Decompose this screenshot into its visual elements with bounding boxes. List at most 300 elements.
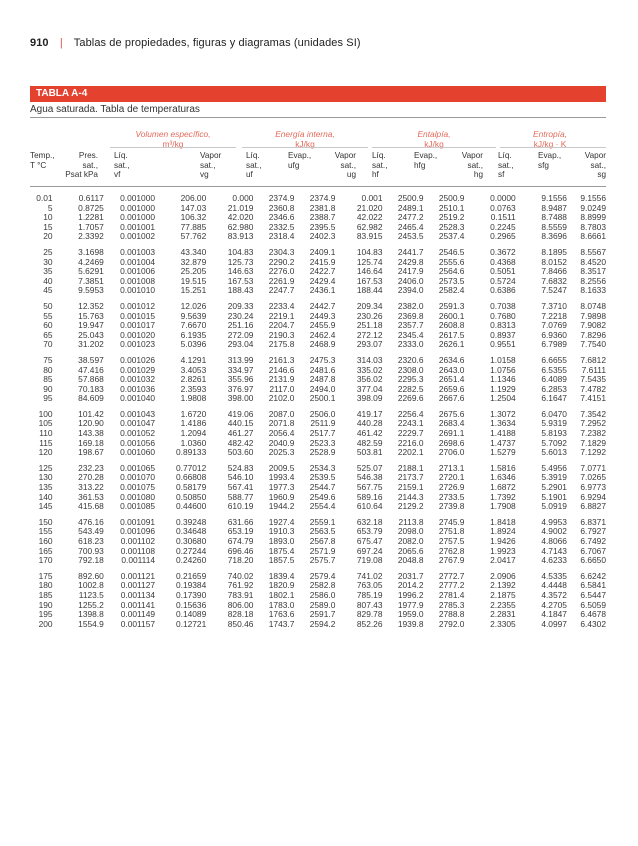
cell-sg: 7.2382 <box>580 428 606 439</box>
cell-hg: 2788.8 <box>438 609 465 620</box>
cell-uf: 482.42 <box>227 437 254 448</box>
cell-uf: 0.000 <box>232 193 254 203</box>
cell-sf: 1.0756 <box>490 364 516 375</box>
cell-hf: 567.75 <box>356 482 383 493</box>
cell-hfg: 2320.6 <box>397 354 424 365</box>
cell-hfg: 2269.6 <box>397 393 424 404</box>
cell-ug: 2544.7 <box>309 482 336 493</box>
cell-ufg: 2247.7 <box>268 285 295 296</box>
cell-vg: 106.32 <box>180 212 207 223</box>
cell-temp: 190 <box>38 599 53 610</box>
cell-sf: 1.8418 <box>490 516 516 527</box>
cell-vf: 0.001001 <box>120 221 156 232</box>
cell-psat: 7.3851 <box>78 275 104 286</box>
cell-ug: 2554.4 <box>309 501 336 512</box>
cell-sg: 6.6242 <box>580 570 606 581</box>
cell-temp: 140 <box>38 491 53 502</box>
cell-vg: 43.340 <box>180 246 207 257</box>
cell-ufg: 1977.3 <box>268 482 295 493</box>
cell-hfg: 2295.3 <box>397 374 424 385</box>
cell-sfg: 7.8466 <box>541 266 567 277</box>
cell-ug: 2591.7 <box>309 609 336 620</box>
cell-vf: 0.001108 <box>120 545 156 556</box>
cell-vf: 0.001080 <box>120 491 156 502</box>
cell-hfg: 2048.8 <box>397 555 424 566</box>
cell-psat: 198.67 <box>78 447 104 458</box>
cell-vf: 0.001157 <box>120 618 156 629</box>
cell-vg: 2.3593 <box>180 383 207 394</box>
cell-sg: 7.9898 <box>580 310 606 321</box>
cell-hg: 2792.0 <box>438 618 465 629</box>
cell-sf: 1.5279 <box>490 447 516 458</box>
cell-hg: 2564.6 <box>438 266 465 277</box>
cell-temp: 185 <box>38 589 53 600</box>
running-title: Tablas de propiedades, figuras y diagramas (unidades SI) <box>73 37 361 49</box>
cell-hf: 125.74 <box>356 256 383 267</box>
cell-ug: 2462.4 <box>309 329 336 340</box>
cell-psat: 84.609 <box>78 393 104 404</box>
cell-sf: 1.6872 <box>490 482 516 493</box>
cell-ufg: 2161.3 <box>268 354 295 365</box>
cell-ug: 2559.1 <box>309 516 336 527</box>
cell-ug: 2539.5 <box>309 472 336 483</box>
cell-hg: 2626.1 <box>438 339 465 350</box>
cell-ug: 2374.9 <box>309 193 336 203</box>
cell-temp: 110 <box>39 428 53 439</box>
group-unit: kJ/kg <box>424 139 444 149</box>
cell-sg: 7.6812 <box>580 354 606 365</box>
cell-ufg: 1944.2 <box>268 501 295 512</box>
cell-temp: 60 <box>43 320 53 331</box>
cell-sf: 2.0906 <box>490 570 516 581</box>
cell-hfg: 2357.7 <box>397 320 424 331</box>
group-title: Entropía, <box>533 129 567 139</box>
cell-uf: 588.77 <box>227 491 254 502</box>
cell-sf: 1.3634 <box>490 418 516 429</box>
cell-hf: 419.17 <box>356 408 383 419</box>
cell-vf: 0.001003 <box>120 246 156 257</box>
cell-vg: 1.4186 <box>180 418 207 429</box>
cell-ufg: 2304.3 <box>268 246 295 257</box>
cell-uf: 419.06 <box>227 408 254 419</box>
header-separator: | <box>59 37 63 49</box>
cell-ug: 2475.3 <box>309 354 336 365</box>
cell-sfg: 8.1895 <box>541 246 567 257</box>
cell-hg: 2739.8 <box>438 501 465 512</box>
cell-uf: 125.73 <box>227 256 254 267</box>
cell-hf: 632.18 <box>356 516 383 527</box>
cell-uf: 293.04 <box>227 339 254 350</box>
cell-vg: 6.1935 <box>180 329 207 340</box>
cell-ufg: 2102.0 <box>268 393 295 404</box>
cell-vf: 0.001004 <box>120 256 156 267</box>
cell-ufg: 2117.0 <box>269 383 295 394</box>
table-caption: Agua saturada. Tabla de temperaturas <box>30 104 200 115</box>
cell-temp: 200 <box>38 618 53 629</box>
cell-ufg: 1960.9 <box>268 491 295 502</box>
cell-psat: 543.49 <box>78 526 104 537</box>
cell-sfg: 5.4956 <box>541 462 567 473</box>
cell-hfg: 2188.1 <box>397 462 424 473</box>
cell-hfg: 2333.0 <box>397 339 424 350</box>
cell-vg: 206.00 <box>180 193 207 203</box>
cell-psat: 38.597 <box>78 354 104 365</box>
cell-hf: 188.44 <box>356 285 383 296</box>
cell-hf: 293.07 <box>356 339 383 350</box>
cell-vg: 0.66808 <box>175 472 207 483</box>
cell-hg: 2675.6 <box>438 408 465 419</box>
cell-temp: 50 <box>43 300 53 311</box>
cell-ug: 2549.6 <box>309 491 336 502</box>
cell-hg: 2691.1 <box>438 428 465 439</box>
cell-hf: 104.83 <box>356 246 383 257</box>
column-header-sf: Líq. sat., sf <box>498 151 514 179</box>
cell-sf: 0.4368 <box>490 256 516 267</box>
cell-uf: 440.15 <box>227 418 254 429</box>
cell-hfg: 2159.1 <box>397 482 424 493</box>
cell-hg: 2555.6 <box>438 256 465 267</box>
cell-vg: 0.17390 <box>175 589 207 600</box>
cell-psat: 25.043 <box>78 329 104 340</box>
cell-sf: 0.3672 <box>490 246 516 257</box>
cell-hf: 335.02 <box>356 364 383 375</box>
cell-vg: 32.879 <box>180 256 207 267</box>
cell-sg: 7.8296 <box>580 329 606 340</box>
cell-sg: 8.8999 <box>580 212 606 223</box>
cell-ufg: 2131.9 <box>268 374 295 385</box>
cell-hfg: 2129.2 <box>397 501 424 512</box>
cell-uf: 104.83 <box>227 246 254 257</box>
cell-uf: 828.18 <box>227 609 254 620</box>
cell-ufg: 1993.4 <box>268 472 295 483</box>
cell-ufg: 2261.9 <box>268 275 295 286</box>
cell-hg: 2733.5 <box>438 491 465 502</box>
cell-temp: 135 <box>38 482 53 493</box>
group-underline <box>372 147 496 148</box>
cell-ufg: 2219.1 <box>268 310 295 321</box>
cell-sg: 7.4782 <box>580 383 606 394</box>
cell-ufg: 1893.0 <box>268 536 295 546</box>
cell-uf: 850.46 <box>227 618 254 629</box>
cell-hfg: 2098.0 <box>397 526 424 537</box>
cell-sf: 0.7680 <box>490 310 516 321</box>
cell-hg: 2785.3 <box>438 599 465 610</box>
cell-psat: 3.1698 <box>78 246 104 257</box>
cell-uf: 783.91 <box>227 589 254 600</box>
cell-hg: 2634.6 <box>438 354 465 365</box>
cell-temp: 20 <box>43 231 53 242</box>
cell-temp: 0.01 <box>36 193 53 203</box>
cell-hfg: 2465.4 <box>397 221 424 232</box>
cell-hf: 675.47 <box>356 536 383 546</box>
cell-ufg: 2332.5 <box>268 221 295 232</box>
group-unit: kJ/kg · K <box>533 139 567 149</box>
cell-sf: 0.0000 <box>490 193 516 203</box>
cell-hg: 2720.1 <box>438 472 465 483</box>
cell-hfg: 2382.0 <box>397 300 424 311</box>
table-row <box>30 448 606 458</box>
cell-psat: 143.38 <box>78 428 104 439</box>
cell-psat: 120.90 <box>78 418 104 429</box>
cell-hf: 146.64 <box>356 266 383 277</box>
cell-vg: 147.03 <box>180 202 207 213</box>
cell-sfg: 8.0152 <box>541 256 567 267</box>
cell-hg: 2582.4 <box>438 285 465 296</box>
cell-vg: 25.205 <box>180 266 207 277</box>
cell-sfg: 6.5355 <box>541 364 567 375</box>
cell-vf: 0.001023 <box>120 339 156 350</box>
cell-ug: 2517.7 <box>309 428 336 439</box>
cell-uf: 355.96 <box>227 374 254 385</box>
cell-ug: 2468.9 <box>309 339 336 350</box>
cell-sf: 0.0763 <box>490 202 516 213</box>
cell-sg: 8.1633 <box>580 285 606 296</box>
cell-hfg: 2282.5 <box>397 383 424 394</box>
cell-ufg: 2175.8 <box>268 339 295 350</box>
group-underline <box>242 147 368 148</box>
cell-psat: 700.93 <box>78 545 104 556</box>
cell-sg: 7.7540 <box>580 339 606 350</box>
cell-vf: 0.001015 <box>120 310 156 321</box>
cell-temp: 120 <box>38 447 53 458</box>
cell-vg: 0.50850 <box>175 491 207 502</box>
saturated-water-table <box>30 194 606 629</box>
cell-psat: 31.202 <box>78 339 104 350</box>
cell-ufg: 2346.6 <box>268 212 295 223</box>
cell-sf: 2.0417 <box>490 555 516 566</box>
cell-ufg: 2056.4 <box>268 428 295 439</box>
cell-sfg: 4.2705 <box>541 599 567 610</box>
cell-uf: 567.41 <box>227 482 254 493</box>
cell-vg: 0.39248 <box>175 516 207 527</box>
cell-temp: 180 <box>38 580 53 591</box>
cell-sfg: 5.8193 <box>541 428 567 439</box>
cell-sfg: 4.1847 <box>541 609 567 620</box>
cell-hfg: 2477.2 <box>397 212 424 223</box>
group-unit: kJ/kg <box>295 139 315 149</box>
cell-vg: 19.515 <box>180 275 207 286</box>
cell-hfg: 2229.7 <box>397 428 424 439</box>
cell-sf: 2.1392 <box>490 580 516 591</box>
cell-sfg: 7.3710 <box>541 300 567 311</box>
cell-sf: 1.0158 <box>490 354 516 365</box>
cell-uf: 631.66 <box>227 516 254 527</box>
cell-vf: 0.001000 <box>120 202 156 213</box>
cell-temp: 5 <box>47 202 53 213</box>
cell-hg: 2617.5 <box>438 329 465 340</box>
cell-hf: 167.53 <box>356 275 383 286</box>
cell-psat: 892.60 <box>78 570 104 581</box>
cell-psat: 476.16 <box>78 516 104 527</box>
cell-vg: 0.89133 <box>175 447 207 458</box>
cell-ufg: 2290.2 <box>268 256 295 267</box>
cell-ug: 2449.3 <box>309 310 336 321</box>
cell-vg: 0.58179 <box>175 482 207 493</box>
group-underline <box>110 147 236 148</box>
cell-vg: 1.9808 <box>180 393 207 404</box>
cell-sfg: 4.0997 <box>541 618 567 629</box>
cell-vg: 4.1291 <box>180 354 207 365</box>
cell-hg: 2500.9 <box>438 193 465 203</box>
cell-sf: 1.7908 <box>490 501 516 512</box>
cell-sfg: 8.3696 <box>541 231 567 242</box>
cell-sf: 1.7392 <box>490 491 516 502</box>
cell-ufg: 2190.3 <box>268 329 295 340</box>
cell-hfg: 2489.1 <box>397 202 424 213</box>
cell-temp: 155 <box>38 526 53 537</box>
cell-hf: 398.09 <box>356 393 383 404</box>
cell-vg: 0.19384 <box>175 580 207 591</box>
cell-sfg: 5.1901 <box>541 491 567 502</box>
cell-temp: 145 <box>38 501 53 512</box>
cell-temp: 25 <box>43 246 53 257</box>
table-row <box>30 556 606 566</box>
cell-sg: 8.0748 <box>580 300 606 311</box>
cell-psat: 1398.8 <box>78 609 104 620</box>
cell-temp: 170 <box>38 555 53 566</box>
cell-uf: 313.99 <box>227 354 254 365</box>
table-row <box>30 232 606 242</box>
cell-hg: 2698.6 <box>438 437 465 448</box>
cell-sfg: 7.2218 <box>541 310 567 321</box>
cell-hfg: 2256.4 <box>397 408 424 419</box>
cell-sfg: 8.7488 <box>541 212 567 223</box>
cell-sfg: 6.4089 <box>541 374 567 385</box>
cell-vg: 0.15636 <box>175 599 207 610</box>
cell-temp: 95 <box>43 393 53 404</box>
cell-vf: 0.001000 <box>120 193 156 203</box>
cell-sf: 1.8924 <box>490 526 516 537</box>
cell-sg: 8.4520 <box>580 256 606 267</box>
cell-psat: 2.3392 <box>78 231 104 242</box>
cell-uf: 674.79 <box>227 536 254 546</box>
cell-vf: 0.001010 <box>120 285 156 296</box>
cell-vg: 0.24260 <box>175 555 207 566</box>
cell-ufg: 1875.4 <box>268 545 295 556</box>
column-header-hf: Líq. sat., hf <box>372 151 388 179</box>
cell-sg: 7.9082 <box>580 320 606 331</box>
cell-temp: 15 <box>43 221 53 232</box>
cell-sfg: 4.6233 <box>541 555 567 566</box>
group-enthalpy <box>374 129 494 149</box>
cell-sg: 8.7803 <box>580 221 606 232</box>
cell-vf: 0.001091 <box>120 516 156 527</box>
cell-hg: 2651.4 <box>438 374 465 385</box>
cell-sf: 1.9923 <box>490 545 516 556</box>
cell-uf: 546.10 <box>227 472 254 483</box>
cell-hf: 829.78 <box>356 609 383 620</box>
cell-uf: 251.16 <box>227 320 254 331</box>
cell-sfg: 6.0470 <box>541 408 567 419</box>
cell-vg: 0.14089 <box>175 609 207 620</box>
cell-hfg: 2453.5 <box>397 231 424 242</box>
cell-uf: 230.24 <box>227 310 254 321</box>
cell-hg: 2519.2 <box>438 212 465 223</box>
cell-vf: 0.001096 <box>120 526 156 537</box>
cell-sf: 0.5724 <box>490 275 516 286</box>
cell-vf: 0.001036 <box>120 383 156 394</box>
cell-temp: 130 <box>38 472 53 483</box>
cell-uf: 740.02 <box>227 570 254 581</box>
cell-hg: 2573.5 <box>438 275 465 286</box>
cell-hf: 653.79 <box>356 526 383 537</box>
cell-ufg: 1743.7 <box>268 618 295 629</box>
cell-ufg: 1857.5 <box>268 555 295 566</box>
cell-sg: 6.6650 <box>580 555 606 566</box>
cell-ufg: 2146.6 <box>268 364 295 375</box>
cell-sg: 8.5567 <box>580 246 606 257</box>
cell-vf: 0.001149 <box>120 609 156 620</box>
cell-ufg: 1910.3 <box>268 526 295 537</box>
cell-temp: 105 <box>38 418 53 429</box>
cell-vf: 0.001134 <box>120 589 156 600</box>
cell-ufg: 1802.1 <box>268 589 295 600</box>
cell-vf: 0.001060 <box>120 447 156 458</box>
cell-psat: 0.6117 <box>78 193 104 203</box>
cell-temp: 30 <box>43 256 53 267</box>
cell-temp: 85 <box>43 374 53 385</box>
cell-hfg: 2031.7 <box>397 570 424 581</box>
cell-hfg: 2173.7 <box>397 472 424 483</box>
cell-vf: 0.001121 <box>120 570 156 581</box>
cell-uf: 696.46 <box>227 545 254 556</box>
cell-vg: 5.0396 <box>180 339 207 350</box>
cell-uf: 398.00 <box>227 393 254 404</box>
cell-hg: 2745.9 <box>438 516 465 527</box>
cell-temp: 65 <box>43 329 53 340</box>
cell-psat: 1002.8 <box>78 580 104 591</box>
cell-hfg: 2441.7 <box>397 246 424 257</box>
cell-ug: 2442.7 <box>309 300 336 311</box>
cell-uf: 209.33 <box>227 300 254 311</box>
cell-vg: 1.6720 <box>180 408 207 419</box>
page-header <box>30 37 361 49</box>
cell-sf: 0.9551 <box>490 339 516 350</box>
cell-psat: 15.763 <box>78 310 104 321</box>
cell-vg: 0.27244 <box>175 545 207 556</box>
cell-vf: 0.001017 <box>120 320 156 331</box>
cell-sg: 7.6111 <box>581 364 606 375</box>
cell-vg: 0.34648 <box>175 526 207 537</box>
cell-ug: 2575.7 <box>309 555 336 566</box>
column-header-uf: Líq. sat., uf <box>246 151 262 179</box>
cell-sfg: 4.9002 <box>541 526 567 537</box>
cell-hf: 525.07 <box>356 462 383 473</box>
cell-sf: 1.9426 <box>490 536 516 546</box>
cell-hf: 741.02 <box>356 570 383 581</box>
cell-ufg: 2360.8 <box>268 202 295 213</box>
cell-vg: 0.30680 <box>175 536 207 546</box>
cell-vf: 0.001114 <box>121 555 156 566</box>
cell-vf: 0.001000 <box>120 212 156 223</box>
cell-psat: 0.8725 <box>78 202 104 213</box>
cell-vf: 0.001032 <box>120 374 156 385</box>
cell-hf: 251.18 <box>356 320 383 331</box>
cell-hfg: 1996.2 <box>397 589 424 600</box>
cell-vf: 0.001026 <box>120 354 156 365</box>
cell-sg: 6.5059 <box>580 599 606 610</box>
cell-sg: 6.5447 <box>580 589 606 600</box>
cell-ug: 2455.9 <box>309 320 336 331</box>
cell-sg: 9.1556 <box>580 193 606 203</box>
cell-hf: 21.020 <box>356 202 383 213</box>
cell-ug: 2571.9 <box>309 545 336 556</box>
cell-hfg: 2308.0 <box>397 364 424 375</box>
cell-hf: 482.59 <box>356 437 383 448</box>
cell-hg: 2510.1 <box>438 202 465 213</box>
column-header-ug: Vapor sat., ug <box>334 151 356 179</box>
cell-ug: 2494.0 <box>309 383 336 394</box>
